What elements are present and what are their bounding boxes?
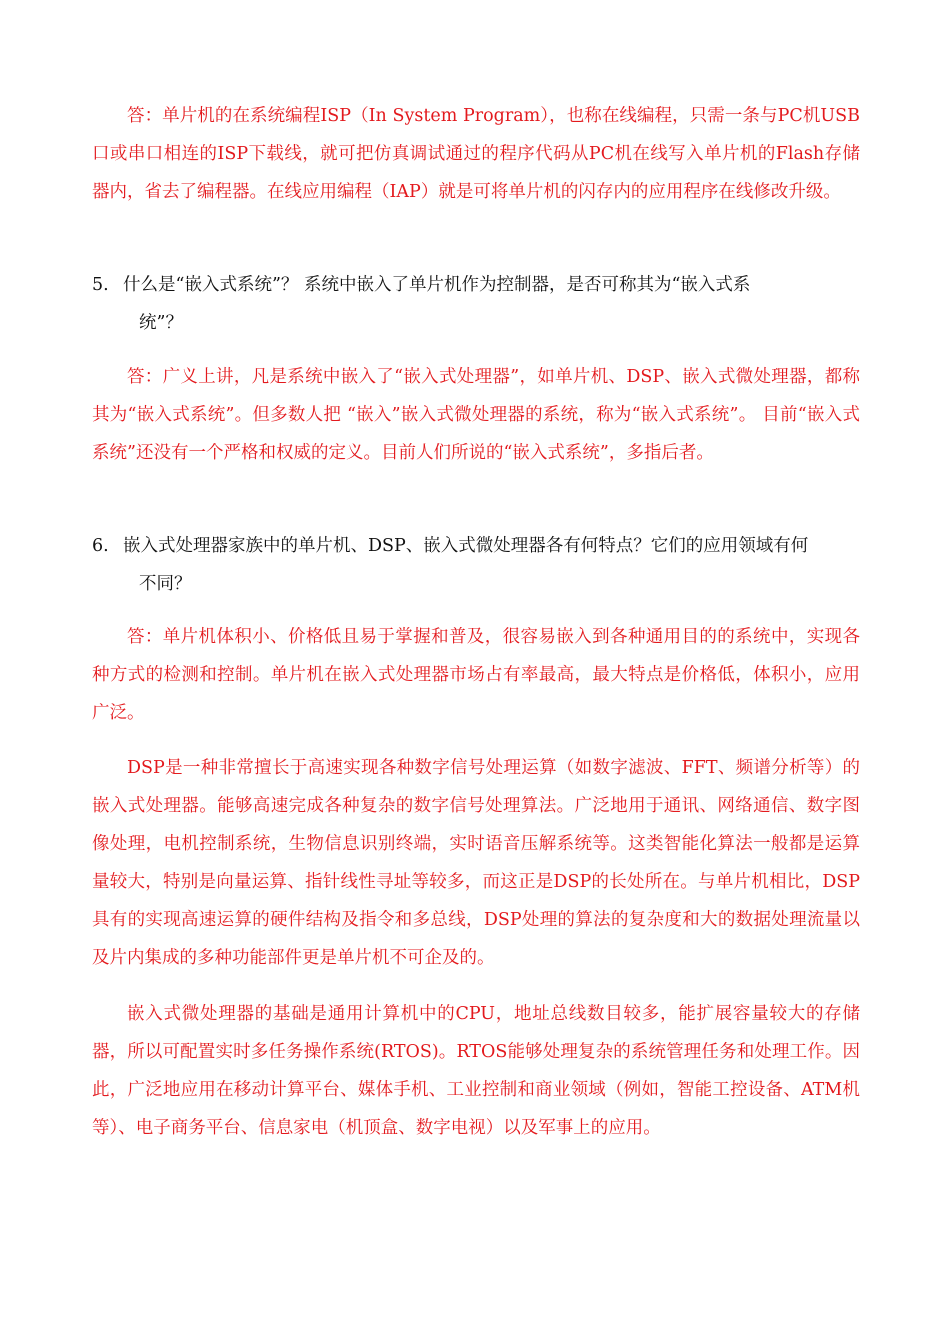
answer-isp-paragraph: 答：单片机的在系统编程ISP（In System Program），也称在线编程，只需一条与PC机USB口或串口相连的ISP下载线，就可把仿真调试通过的程序代码从PC机在线写入单片机的Flash存储器内，省去了编程器。在线应用编程（IAP）就是可将单片机的闪存内的应用程序在线修改升级。: [92, 106, 860, 202]
question-6-line1: 嵌入式处理器家族中的单片机、DSP、嵌入式微处理器各有何特点？它们的应用领域有何: [123, 536, 809, 556]
question-5-line1: 什么是“嵌入式系统”？ 系统中嵌入了单片机作为控制器，是否可称其为“嵌入式系: [123, 275, 751, 295]
question-5-number: 5.: [92, 275, 109, 295]
question-6: [92, 527, 860, 603]
question-5: [92, 266, 860, 342]
question-6-line2: 不同？: [139, 574, 192, 594]
answer-6-mpu-paragraph: 嵌入式微处理器的基础是通用计算机中的CPU，地址总线数目较多，能扩展容量较大的存储器，所以可配置实时多任务操作系统(RTOS)。RTOS能够处理复杂的系统管理任务和处理工作。因此，广泛地应用在移动计算平台、媒体手机、工业控制和商业领域（例如，智能工控设备、ATM机等）、电子商务平台、信息家电（机顶盒、数字电视）以及军事上的应用。: [92, 1004, 860, 1138]
answer-5-paragraph: 答：广义上讲，凡是系统中嵌入了“嵌入式处理器”，如单片机、DSP、嵌入式微处理器，都称其为“嵌入式系统”。但多数人把 “嵌入”嵌入式微处理器的系统，称为“嵌入式系统”。 目前“嵌入式系统”还没有一个严格和权威的定义。目前人们所说的“嵌入式系统”，多指后者。: [92, 367, 860, 463]
question-5-line2: 统”？: [139, 313, 183, 333]
answer-6-mcu-paragraph: 答：单片机体积小、价格低且易于掌握和普及，很容易嵌入到各种通用目的的系统中，实现各种方式的检测和控制。单片机在嵌入式处理器市场占有率最高，最大特点是价格低，体积小，应用广泛。: [92, 627, 860, 723]
question-6-number: 6.: [92, 536, 109, 556]
answer-6-dsp-paragraph: DSP是一种非常擅长于高速实现各种数字信号处理运算（如数字滤波、FFT、频谱分析等）的嵌入式处理器。能够高速完成各种复杂的数字信号处理算法。广泛地用于通讯、网络通信、数字图像处理，电机控制系统，生物信息识别终端，实时语音压解系统等。这类智能化算法一般都是运算量较大，特别是向量运算、指针线性寻址等较多，而这正是DSP的长处所在。与单片机相比，DSP具有的实现高速运算的硬件结构及指令和多总线，DSP处理的算法的复杂度和大的数据处理流量以及片内集成的多种功能部件更是单片机不可企及的。: [92, 758, 860, 968]
